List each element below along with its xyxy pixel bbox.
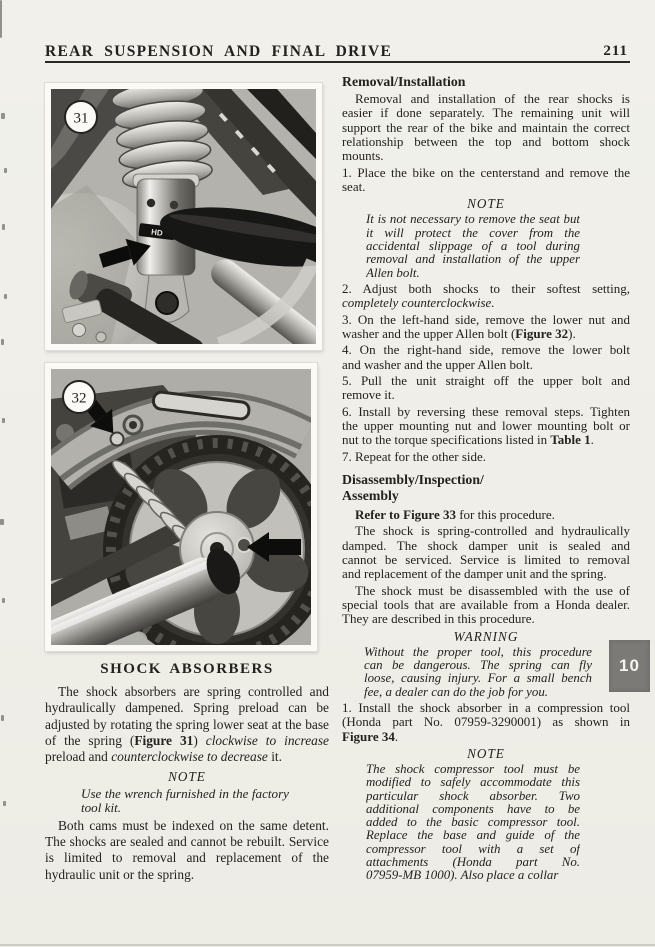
text-line: support the rear of the bike and maintain the correct	[342, 120, 630, 135]
step-2	[342, 282, 630, 311]
text-line: 4. On the right-hand side, remove the lower bolt	[342, 343, 630, 358]
step-4	[342, 343, 630, 372]
text-line: seat.	[342, 180, 366, 195]
figure-31-badge	[65, 101, 97, 133]
text-line: hydraulically dampened. Spring preload can be	[45, 700, 329, 716]
text-line: 1. Place the bike on the centerstand and remove the	[342, 165, 630, 180]
svg-text:32: 32	[71, 390, 87, 407]
page-edge-mark	[4, 168, 7, 173]
paragraph	[45, 818, 329, 883]
shock-absorbers-heading: SHOCK ABSORBERS	[100, 661, 274, 677]
text-line: 6. Install by reversing these removal steps. Tighten	[342, 404, 630, 419]
page-edge-mark	[1, 113, 5, 119]
figure-32-badge	[63, 381, 95, 413]
text-line: The shock compressor tool must be	[366, 762, 580, 776]
right-column	[342, 74, 630, 885]
page-edge-mark	[1, 715, 4, 721]
step-1	[342, 166, 630, 195]
page-bottom-edge	[0, 944, 655, 946]
text-line: Allen bolt.	[366, 266, 420, 280]
note-label: NOTE	[168, 769, 206, 785]
note-block	[45, 769, 329, 814]
svg-text:31: 31	[73, 110, 89, 127]
text-line: Use the wrench furnished in the factory	[81, 787, 289, 802]
page-edge-mark	[0, 0, 2, 38]
warning-label: WARNING	[453, 628, 519, 644]
text-line: modified to safely accommodate this	[366, 776, 580, 790]
text-line: The shock absorbers are spring controlled and	[58, 684, 329, 699]
disassembly-heading	[342, 472, 630, 504]
note-text	[366, 763, 580, 883]
page-edge-mark	[2, 598, 5, 603]
text-line: of the spring (Figure 31) clockwise to increase	[45, 732, 329, 748]
step-7	[342, 450, 630, 464]
text-line: 3. On the left-hand side, remove the lower nut and	[342, 312, 630, 327]
text-line: Refer to Figure 33 for this procedure.	[355, 508, 555, 523]
removal-installation-heading: Removal/Installation	[342, 74, 466, 89]
text-line: is limited to removal and replacement of the	[45, 850, 329, 866]
page-title: REAR SUSPENSION AND FINAL DRIVE	[45, 43, 393, 60]
text-line: and washer and the upper Allen bolt.	[342, 357, 533, 372]
install-step-1	[342, 701, 630, 744]
text-line: added to the basic compressor tool.	[366, 816, 580, 830]
note-label: NOTE	[467, 196, 505, 212]
text-line: 5. Pull the unit straight off the upper bolt and	[342, 373, 630, 388]
figure-32-photo	[45, 363, 317, 651]
chapter-tab: 10	[609, 640, 650, 692]
text-line: tool kit.	[81, 801, 122, 815]
text-line: 07959-MB 1000). Also place a collar	[366, 869, 559, 883]
text-line: cannot be serviced. Service is limited to removal	[342, 553, 630, 568]
text-line: completely counterclockwise.	[342, 296, 495, 311]
text-line: attachments (Honda part No.	[366, 856, 580, 870]
text-line: Both cams must be indexed on the same detent.	[58, 817, 329, 833]
step-3	[342, 313, 630, 342]
refer-line	[342, 508, 630, 522]
figure-32-illustration	[51, 369, 311, 645]
text-line: washer and the upper Allen bolt (Figure 32).	[342, 326, 576, 341]
text-line: preload and counterclockwise to decrease it.	[45, 749, 282, 765]
text-line: hydraulic unit or the spring.	[45, 866, 195, 882]
text-line: The shock must be disassembled with the use of	[355, 583, 630, 598]
figure-31-illustration	[51, 89, 316, 344]
text-line: accidental slippage of a tool during	[366, 240, 580, 253]
note-text	[81, 787, 289, 814]
text-line: Figure 34.	[342, 729, 399, 744]
text-line: fee, a dealer can do the job for you.	[364, 685, 549, 699]
step-5	[342, 374, 630, 403]
page-number: 211	[603, 43, 628, 59]
note-block	[342, 196, 630, 279]
paragraph	[342, 524, 630, 581]
disassembly-heading-line1: Disassembly/Inspection/	[342, 472, 484, 488]
text-line: It is not necessary to remove the seat but	[366, 213, 580, 227]
paragraph	[342, 584, 630, 627]
left-column	[45, 660, 329, 883]
text-line: (Honda part No. 07959-3290001) as shown in	[342, 715, 630, 730]
text-line: it will protect the cover from the	[366, 226, 580, 240]
note-text	[366, 213, 580, 279]
text-line: nut to the torque specifications listed in Table 1.	[342, 433, 594, 448]
warning-block	[342, 629, 630, 699]
note-block	[342, 746, 630, 883]
paragraph	[342, 92, 630, 164]
text-line: easier if done separately. The remaining unit will	[342, 106, 630, 121]
note-label: NOTE	[467, 745, 505, 761]
text-line: They are described in this procedure.	[342, 612, 535, 627]
step-6	[342, 405, 630, 448]
text-line: special tools that are available from a Honda dealer.	[342, 598, 630, 613]
text-line: can be dangerous. The spring can fly	[364, 659, 592, 673]
text-line: mounts.	[342, 149, 384, 164]
text-line: particular shock absorber. Two	[366, 789, 580, 803]
disassembly-heading-line2: Assembly	[342, 488, 399, 504]
text-line: the upper mounting nut and lower mounting bolt or	[342, 418, 630, 433]
text-line: damped. The shock damper unit is sealed and	[342, 538, 630, 553]
header-rule	[45, 61, 630, 63]
paragraph	[45, 684, 329, 765]
page-edge-mark	[3, 801, 6, 806]
text-line: removal and installation of the upper	[366, 253, 580, 267]
figure-31-photo	[45, 83, 322, 350]
text-line: relationship between the top and bottom shock	[342, 135, 630, 150]
page-edge-mark	[0, 519, 4, 525]
text-line: 1. Install the shock absorber in a compression tool	[342, 700, 630, 715]
text-line: compressor tool with a set of	[366, 842, 580, 856]
text-line: The shock is spring-controlled and hydraulically	[355, 524, 630, 539]
text-line: additional components have to be	[366, 802, 580, 816]
text-line: Replace the base and guide of the	[366, 829, 580, 843]
svg-text:HD: HD	[150, 227, 164, 238]
text-line: Removal and installation of the rear shocks is	[355, 92, 630, 106]
text-line: Without the proper tool, this procedure	[364, 645, 592, 659]
text-line: and replacement of the damper unit and the spring.	[342, 567, 607, 582]
page-edge-mark	[2, 224, 5, 230]
text-line: The shocks are sealed and cannot be rebuilt. Service	[45, 833, 329, 849]
text-line: 7. Repeat for the other side.	[342, 449, 487, 464]
page-edge-mark	[2, 418, 5, 423]
page-edge-mark	[1, 339, 4, 345]
text-line: adjusted by rotating the spring lower seat at the base	[45, 716, 329, 732]
text-line: 2. Adjust both shocks to their softest setting,	[342, 281, 630, 296]
text-line: loose, causing injury. For a small bench	[364, 672, 592, 686]
page-edge-mark	[4, 294, 7, 299]
text-line: remove it.	[342, 388, 395, 403]
warning-text	[364, 646, 592, 699]
